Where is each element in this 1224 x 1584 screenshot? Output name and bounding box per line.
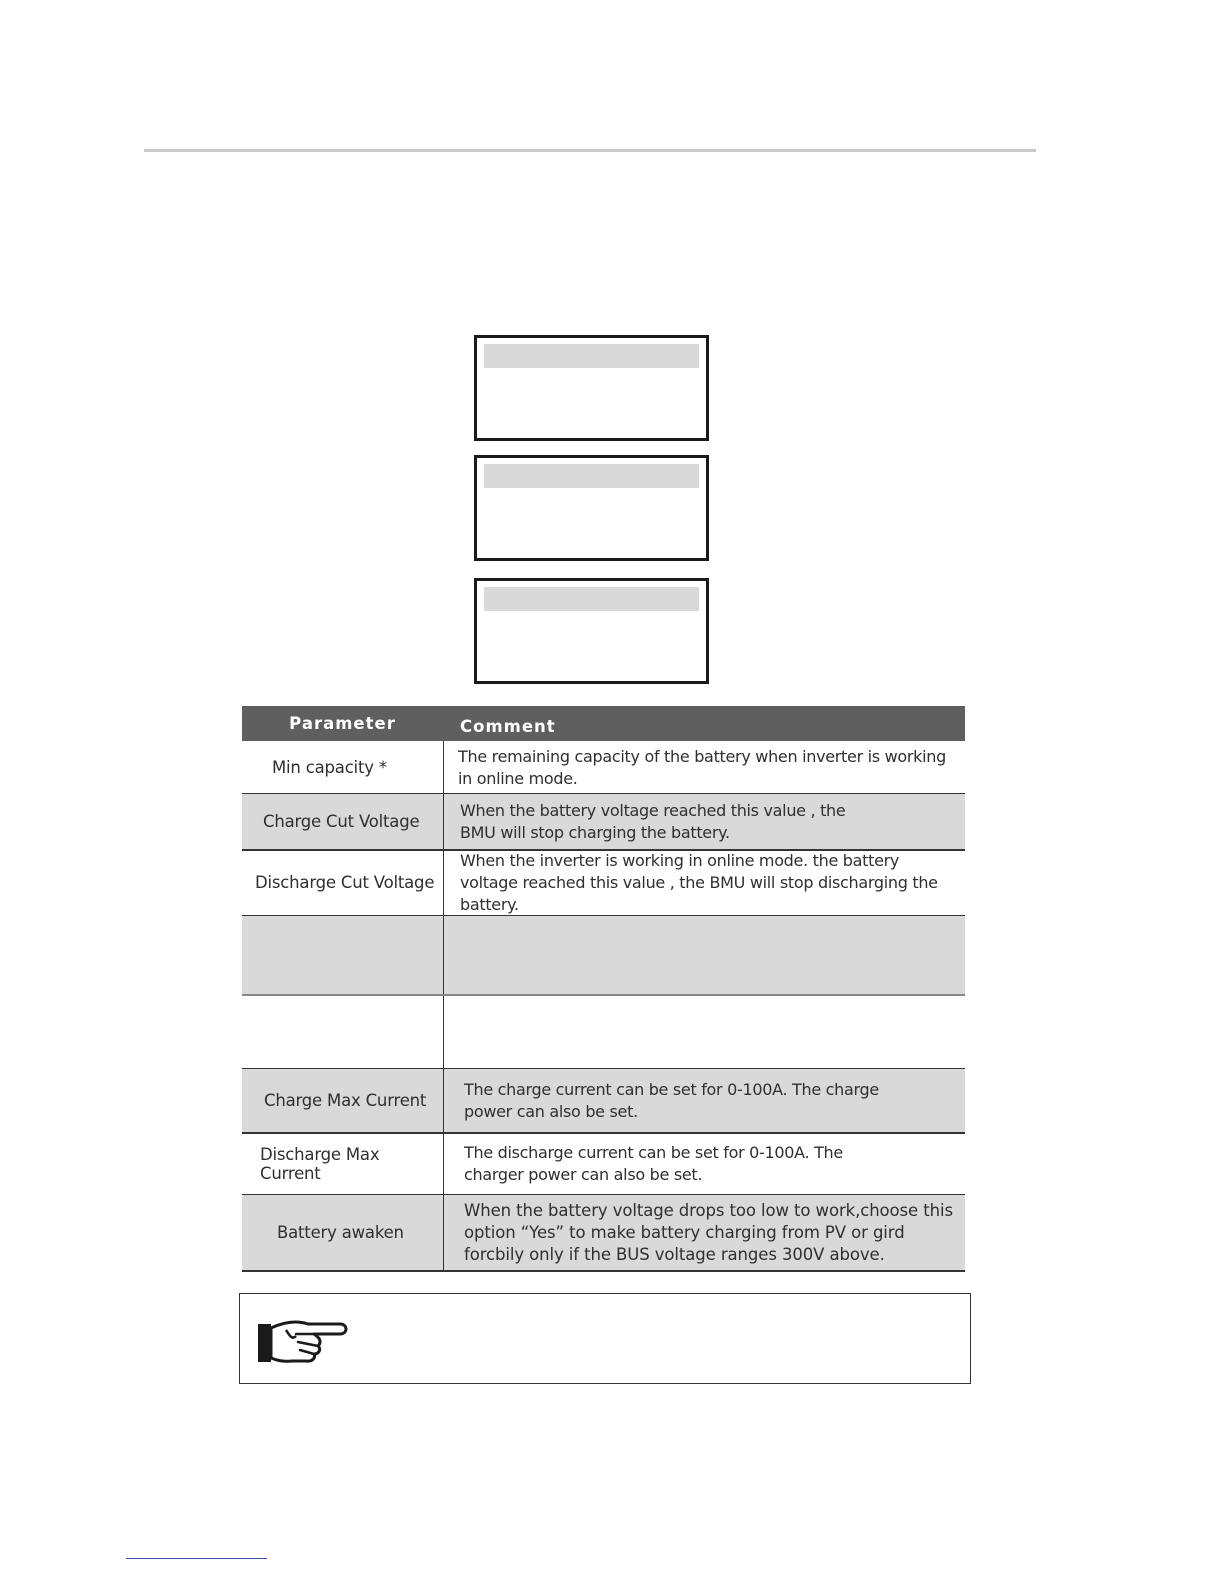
header-comment: Comment (444, 706, 965, 741)
row-comment (444, 996, 965, 1068)
lcd-screen-2-highlight (484, 464, 699, 488)
row-comment: The charge current can be set for 0-100A. The charge power can also be set. (464, 1079, 879, 1121)
table-row (242, 916, 965, 994)
row-parameter: Min capacity * (242, 741, 444, 794)
table-header-row (242, 706, 965, 741)
lcd-screen-3-highlight (484, 587, 699, 611)
lcd-screen-3 (474, 578, 709, 684)
table-row (242, 1069, 965, 1132)
row-parameter (242, 916, 444, 994)
note-box (239, 1293, 971, 1384)
row-parameter: Discharge Cut Voltage (242, 850, 444, 915)
row-comment: The remaining capacity of the battery when inverter is working in online mode. (458, 746, 946, 788)
row-divider (242, 1270, 965, 1272)
lcd-screen-1-highlight (484, 344, 699, 368)
lcd-screen-1 (474, 335, 709, 441)
row-parameter (242, 996, 444, 1068)
row-comment: When the battery voltage drops too low to work,choose this option “Yes” to make battery charging from PV or gird forcbily only if the BUS voltage ranges 300V above. (464, 1200, 953, 1264)
footer-link-underline (126, 1558, 267, 1559)
row-parameter: Battery awaken (242, 1195, 444, 1270)
row-comment (444, 916, 965, 994)
row-comment: When the battery voltage reached this value , the BMU will stop charging the battery. (460, 800, 846, 842)
row-parameter: Charge Cut Voltage (242, 794, 444, 849)
row-comment: When the inverter is working in online mode. the battery voltage reached this value , the BMU will stop discharging the battery. (460, 850, 938, 914)
row-comment: The discharge current can be set for 0-100A. The charger power can also be set. (464, 1142, 843, 1184)
header-parameter: Parameter (242, 706, 444, 741)
lcd-screen-2 (474, 455, 709, 561)
pointing-hand-icon (256, 1314, 348, 1366)
table-row (242, 1133, 965, 1194)
table-row (242, 850, 965, 915)
row-parameter: Charge Max Current (242, 1069, 444, 1132)
table-row (242, 1195, 965, 1270)
table-row (242, 996, 965, 1068)
header-divider (144, 149, 1036, 152)
row-parameter: Discharge Max Current (242, 1133, 444, 1194)
table-row (242, 794, 965, 849)
table-row (242, 741, 965, 794)
